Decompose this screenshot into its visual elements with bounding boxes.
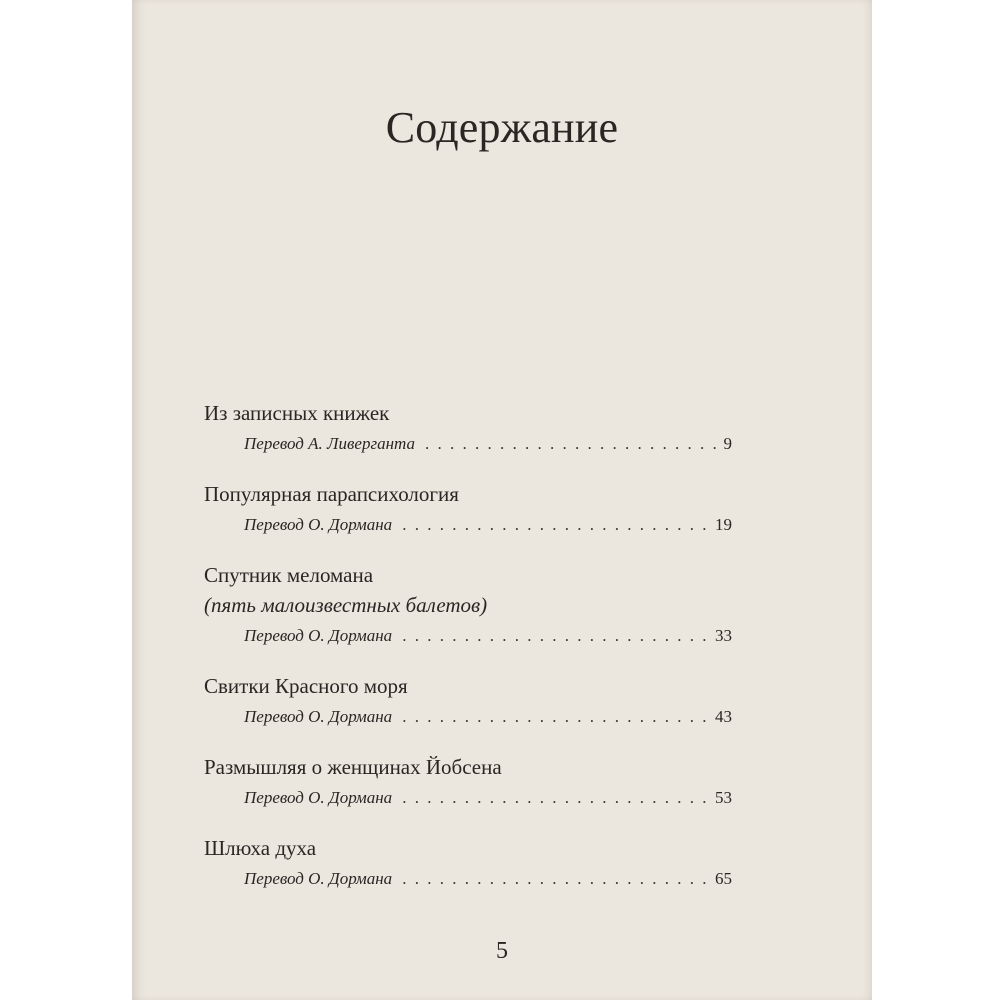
page-title: Содержание — [385, 103, 619, 152]
toc-entry-line — [204, 622, 732, 650]
toc-entry-page: 43 — [715, 707, 732, 726]
toc-entry — [204, 752, 732, 812]
toc-entry-translator: Перевод О. Дормана — [244, 626, 393, 645]
toc-entry-line — [204, 784, 732, 812]
book-page — [132, 0, 872, 1000]
toc-entry-translator: Перевод О. Дормана — [244, 788, 393, 807]
toc-entry-title: Свитки Красного моря — [204, 674, 408, 698]
toc-entry-line — [204, 511, 732, 539]
toc-entry-page: 65 — [715, 869, 732, 888]
toc-entry-title: Размышляя о женщинах Йобсена — [204, 755, 502, 779]
toc-entry-title: Шлюха духа — [204, 836, 317, 860]
dot-leader — [402, 865, 709, 893]
table-of-contents — [204, 398, 732, 914]
toc-entry-title: Спутник меломана — [204, 563, 374, 587]
toc-entry-translator: Перевод О. Дормана — [244, 707, 393, 726]
toc-entry — [204, 833, 732, 893]
dot-leader — [402, 784, 709, 812]
toc-entry-page: 33 — [715, 626, 732, 645]
page-number: 5 — [496, 938, 508, 964]
dot-leader — [402, 511, 709, 539]
toc-entry-page: 53 — [715, 788, 732, 807]
toc-entry-page: 19 — [715, 515, 732, 534]
toc-entry-translator: Перевод А. Ливерганта — [244, 434, 416, 453]
toc-entry — [204, 560, 732, 650]
toc-entry-subtitle: (пять малоизвестных балетов) — [204, 593, 488, 617]
dot-leader — [402, 703, 709, 731]
toc-entry-page: 9 — [723, 434, 732, 453]
toc-entry-translator: Перевод О. Дормана — [244, 515, 393, 534]
toc-entry-title: Популярная парапсихология — [204, 482, 459, 506]
dot-leader — [425, 430, 717, 458]
toc-entry — [204, 479, 732, 539]
dot-leader — [402, 622, 709, 650]
toc-entry-line — [204, 703, 732, 731]
toc-entry-line — [204, 865, 732, 893]
toc-entry-line — [204, 430, 732, 458]
toc-entry — [204, 671, 732, 731]
toc-entry-translator: Перевод О. Дормана — [244, 869, 393, 888]
toc-entry — [204, 398, 732, 458]
toc-entry-title: Из записных книжек — [204, 401, 390, 425]
